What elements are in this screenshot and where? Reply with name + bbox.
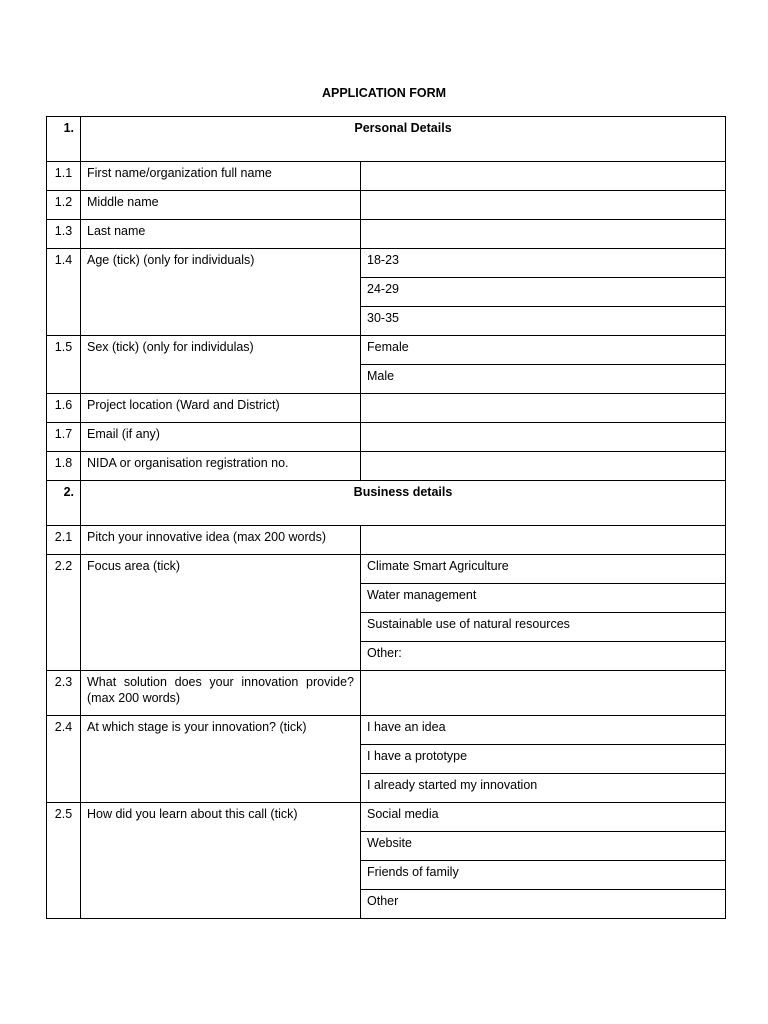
- form-row: [47, 423, 726, 452]
- answer-option[interactable]: Climate Smart Agriculture: [361, 555, 726, 584]
- answer-option[interactable]: Website: [361, 832, 726, 861]
- form-row: [47, 249, 726, 278]
- question-number: 1.7: [47, 423, 81, 452]
- form-row: [47, 803, 726, 832]
- form-row: [47, 716, 726, 745]
- section-number: 1.: [47, 117, 81, 162]
- answer-option[interactable]: Sustainable use of natural resources: [361, 613, 726, 642]
- section-title: Personal Details: [81, 117, 726, 162]
- question-label: Last name: [81, 220, 361, 249]
- question-label: Project location (Ward and District): [81, 394, 361, 423]
- question-label: Middle name: [81, 191, 361, 220]
- answer-option[interactable]: Male: [361, 365, 726, 394]
- form-row: [47, 555, 726, 584]
- answer-option[interactable]: 30-35: [361, 307, 726, 336]
- form-row: [47, 671, 726, 716]
- question-number: 2.1: [47, 526, 81, 555]
- section-title: Business details: [81, 481, 726, 526]
- question-label: NIDA or organisation registration no.: [81, 452, 361, 481]
- answer-option[interactable]: I already started my innovation: [361, 774, 726, 803]
- answer-option[interactable]: Social media: [361, 803, 726, 832]
- answer-field[interactable]: [361, 394, 726, 423]
- question-label: Focus area (tick): [81, 555, 361, 671]
- answer-field[interactable]: [361, 220, 726, 249]
- question-number: 1.4: [47, 249, 81, 336]
- question-label: Pitch your innovative idea (max 200 words): [81, 526, 361, 555]
- section-number: 2.: [47, 481, 81, 526]
- question-number: 1.6: [47, 394, 81, 423]
- form-row: [47, 452, 726, 481]
- question-number: 1.3: [47, 220, 81, 249]
- question-label: Age (tick) (only for individuals): [81, 249, 361, 336]
- answer-option[interactable]: Other:: [361, 642, 726, 671]
- question-number: 2.2: [47, 555, 81, 671]
- form-row: [47, 220, 726, 249]
- form-row: [47, 526, 726, 555]
- section-header-row: [47, 481, 726, 526]
- answer-field[interactable]: [361, 162, 726, 191]
- answer-option[interactable]: 18-23: [361, 249, 726, 278]
- answer-option[interactable]: I have an idea: [361, 716, 726, 745]
- question-label: First name/organization full name: [81, 162, 361, 191]
- answer-option[interactable]: Water management: [361, 584, 726, 613]
- section-header-row: [47, 117, 726, 162]
- answer-option[interactable]: 24-29: [361, 278, 726, 307]
- form-row: [47, 336, 726, 365]
- answer-field[interactable]: [361, 423, 726, 452]
- question-label: At which stage is your innovation? (tick): [81, 716, 361, 803]
- question-label: What solution does your innovation provide? (max 200 words): [81, 671, 361, 716]
- form-row: [47, 162, 726, 191]
- question-number: 2.4: [47, 716, 81, 803]
- answer-field[interactable]: [361, 671, 726, 716]
- application-form-table: [46, 116, 726, 919]
- question-label: How did you learn about this call (tick): [81, 803, 361, 919]
- answer-field[interactable]: [361, 191, 726, 220]
- question-number: 1.5: [47, 336, 81, 394]
- question-number: 1.2: [47, 191, 81, 220]
- question-label: Email (if any): [81, 423, 361, 452]
- answer-option[interactable]: Friends of family: [361, 861, 726, 890]
- question-number: 2.3: [47, 671, 81, 716]
- answer-field[interactable]: [361, 452, 726, 481]
- answer-option[interactable]: Female: [361, 336, 726, 365]
- question-number: 2.5: [47, 803, 81, 919]
- answer-field[interactable]: [361, 526, 726, 555]
- form-row: [47, 394, 726, 423]
- answer-option[interactable]: I have a prototype: [361, 745, 726, 774]
- form-row: [47, 191, 726, 220]
- answer-option[interactable]: Other: [361, 890, 726, 919]
- form-title: APPLICATION FORM: [321, 86, 447, 100]
- question-number: 1.1: [47, 162, 81, 191]
- question-number: 1.8: [47, 452, 81, 481]
- question-label: Sex (tick) (only for individulas): [81, 336, 361, 394]
